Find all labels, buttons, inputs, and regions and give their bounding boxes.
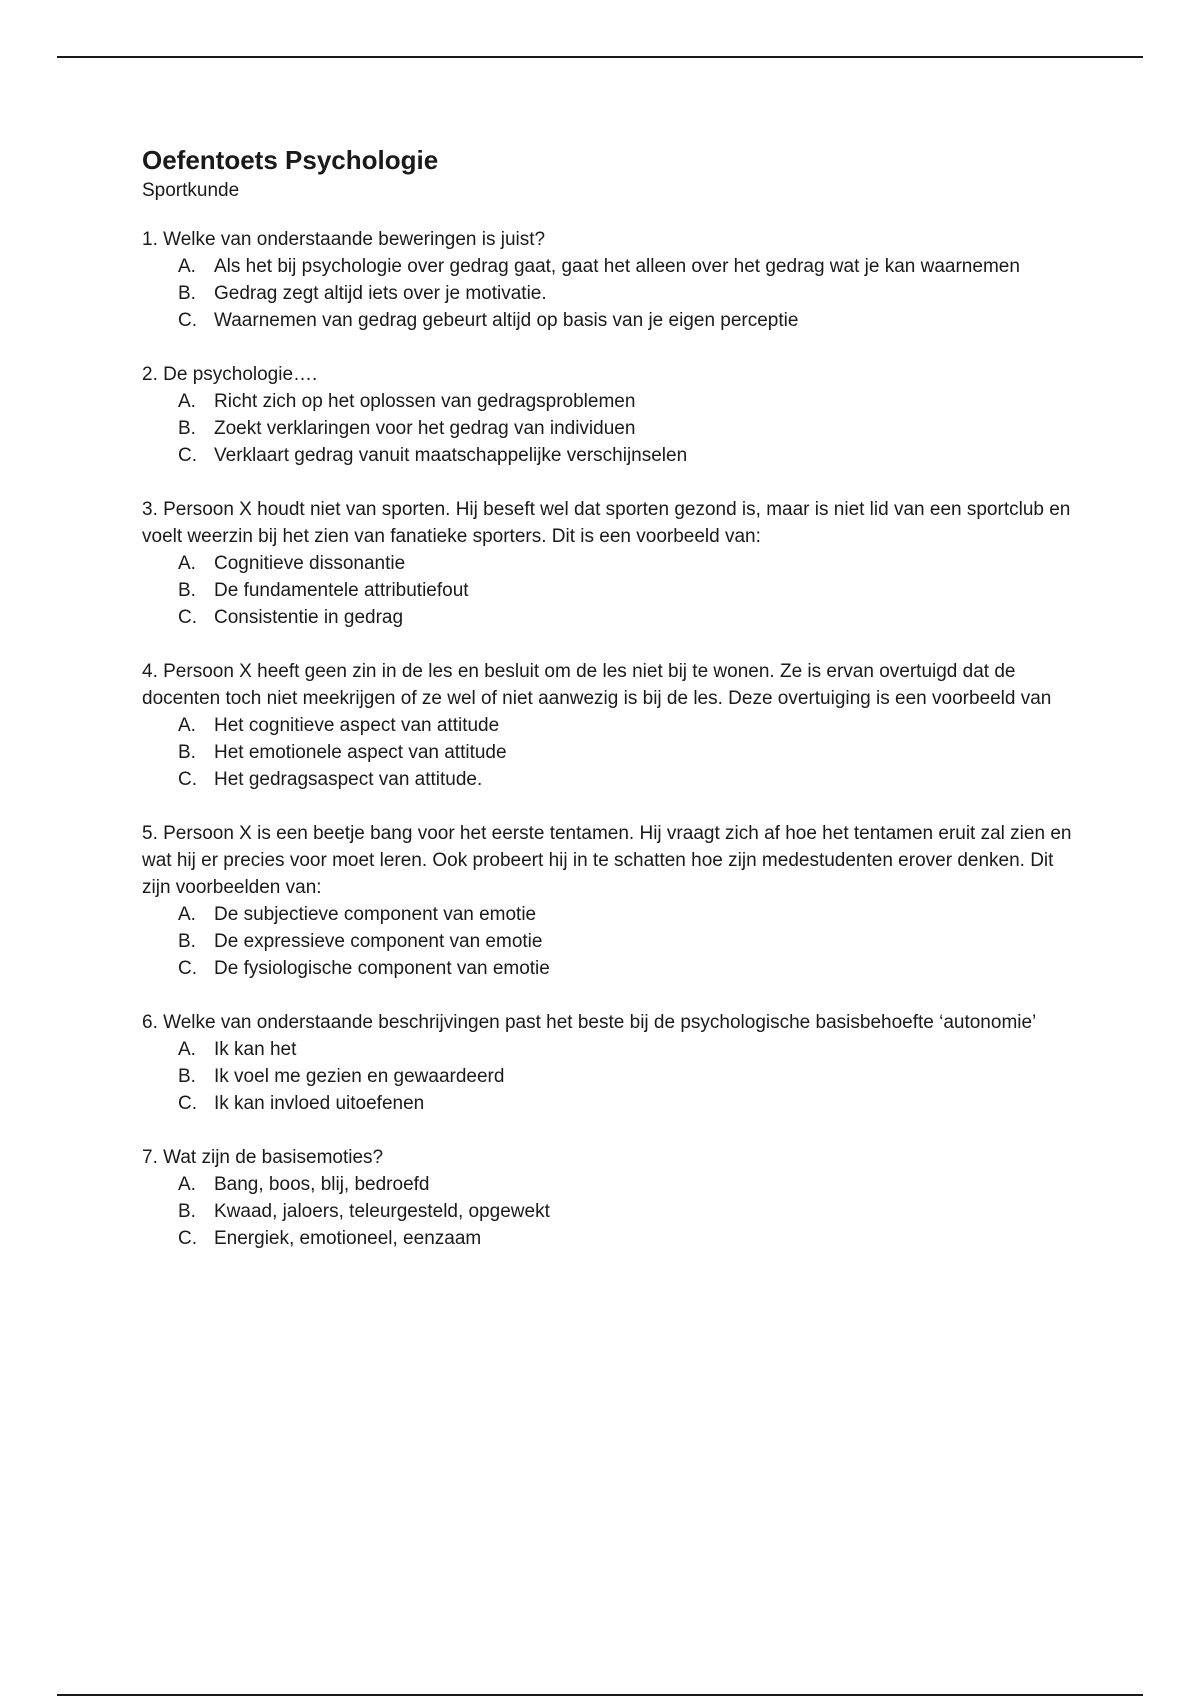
option-letter: C. <box>178 958 197 979</box>
option-a <box>178 388 1072 415</box>
option-list <box>142 1036 1072 1117</box>
question-5 <box>142 820 1072 982</box>
option-c <box>178 442 1072 469</box>
option-list <box>142 550 1072 631</box>
option-b <box>178 280 1072 307</box>
option-list <box>142 1171 1072 1252</box>
option-text: Consistentie in gedrag <box>214 607 404 628</box>
question-text: 4. Persoon X heeft geen zin in de les en besluit om de les niet bij te wonen. Ze is ervan overtuigd dat de docenten toch niet meekrijgen of ze wel of niet aanwezig is bij de les. Deze overtuiging is een voorbeeld van <box>142 661 1052 709</box>
option-text: Gedrag zegt altijd iets over je motivatie. <box>214 283 547 304</box>
option-c <box>178 766 1072 793</box>
option-letter: C. <box>178 310 197 331</box>
option-text: Ik voel me gezien en gewaardeerd <box>214 1066 505 1087</box>
option-a <box>178 712 1072 739</box>
question-1 <box>142 226 1072 334</box>
option-a <box>178 253 1072 280</box>
option-letter: C. <box>178 445 197 466</box>
bottom-rule <box>57 1694 1143 1696</box>
option-text: Ik kan het <box>214 1039 297 1060</box>
option-letter: B. <box>178 931 196 952</box>
question-3 <box>142 496 1072 631</box>
option-letter: C. <box>178 1093 197 1114</box>
option-letter: A. <box>178 391 196 412</box>
option-text: Waarnemen van gedrag gebeurt altijd op basis van je eigen perceptie <box>214 310 799 331</box>
option-list <box>142 712 1072 793</box>
option-text: Bang, boos, blij, bedroefd <box>214 1174 430 1195</box>
option-letter: A. <box>178 1039 196 1060</box>
option-letter: A. <box>178 553 196 574</box>
option-list <box>142 253 1072 334</box>
question-text: 5. Persoon X is een beetje bang voor het eerste tentamen. Hij vraagt zich af hoe het tentamen eruit zal zien en wat hij er precies voor moet leren. Ook probeert hij in te schatten hoe zijn medestudenten erover denken. Dit zijn voorbeelden van: <box>142 823 1072 898</box>
option-letter: B. <box>178 580 196 601</box>
document-body <box>142 143 1072 1279</box>
option-c <box>178 1090 1072 1117</box>
option-b <box>178 577 1072 604</box>
question-2 <box>142 361 1072 469</box>
option-letter: C. <box>178 769 197 790</box>
option-a <box>178 901 1072 928</box>
option-text: De subjectieve component van emotie <box>214 904 537 925</box>
option-b <box>178 739 1072 766</box>
option-text: Energiek, emotioneel, eenzaam <box>214 1228 482 1249</box>
option-list <box>142 901 1072 982</box>
option-text: Het emotionele aspect van attitude <box>214 742 507 763</box>
question-4 <box>142 658 1072 793</box>
option-letter: B. <box>178 1066 196 1087</box>
option-a <box>178 550 1072 577</box>
question-text: 2. De psychologie…. <box>142 364 318 385</box>
question-7 <box>142 1144 1072 1252</box>
question-text: 3. Persoon X houdt niet van sporten. Hij beseft wel dat sporten gezond is, maar is niet lid van een sportclub en voelt weerzin bij het zien van fanatieke sporters. Dit is een voorbeeld van: <box>142 499 1071 547</box>
question-text: 1. Welke van onderstaande beweringen is juist? <box>142 229 546 250</box>
option-letter: C. <box>178 607 197 628</box>
option-letter: A. <box>178 904 196 925</box>
option-text: De expressieve component van emotie <box>214 931 543 952</box>
option-text: Als het bij psychologie over gedrag gaat, gaat het alleen over het gedrag wat je kan waarnemen <box>214 256 1020 277</box>
option-letter: B. <box>178 1201 196 1222</box>
top-rule <box>57 56 1143 58</box>
option-text: Het gedragsaspect van attitude. <box>214 769 483 790</box>
option-text: Kwaad, jaloers, teleurgesteld, opgewekt <box>214 1201 550 1222</box>
option-letter: A. <box>178 256 196 277</box>
option-text: Richt zich op het oplossen van gedragsproblemen <box>214 391 636 412</box>
option-c <box>178 955 1072 982</box>
option-b <box>178 1063 1072 1090</box>
option-text: Zoekt verklaringen voor het gedrag van individuen <box>214 418 636 439</box>
question-text: 6. Welke van onderstaande beschrijvingen past het beste bij de psychologische basisbehoefte ‘autonomie’ <box>142 1012 1037 1033</box>
option-c <box>178 1225 1072 1252</box>
option-text: Ik kan invloed uitoefenen <box>214 1093 425 1114</box>
option-letter: A. <box>178 1174 196 1195</box>
question-6 <box>142 1009 1072 1117</box>
option-letter: B. <box>178 742 196 763</box>
question-text: 7. Wat zijn de basisemoties? <box>142 1147 384 1168</box>
option-letter: C. <box>178 1228 197 1249</box>
option-letter: B. <box>178 418 196 439</box>
option-text: De fysiologische component van emotie <box>214 958 550 979</box>
option-c <box>178 604 1072 631</box>
option-b <box>178 1198 1072 1225</box>
option-text: Verklaart gedrag vanuit maatschappelijke verschijnselen <box>214 445 688 466</box>
document-subtitle: Sportkunde <box>142 180 240 201</box>
option-list <box>142 388 1072 469</box>
option-text: De fundamentele attributiefout <box>214 580 469 601</box>
option-b <box>178 928 1072 955</box>
option-letter: B. <box>178 283 196 304</box>
option-text: Het cognitieve aspect van attitude <box>214 715 500 736</box>
option-letter: A. <box>178 715 196 736</box>
option-b <box>178 415 1072 442</box>
option-a <box>178 1036 1072 1063</box>
option-c <box>178 307 1072 334</box>
document-title: Oefentoets Psychologie <box>142 145 439 175</box>
option-a <box>178 1171 1072 1198</box>
option-text: Cognitieve dissonantie <box>214 553 406 574</box>
